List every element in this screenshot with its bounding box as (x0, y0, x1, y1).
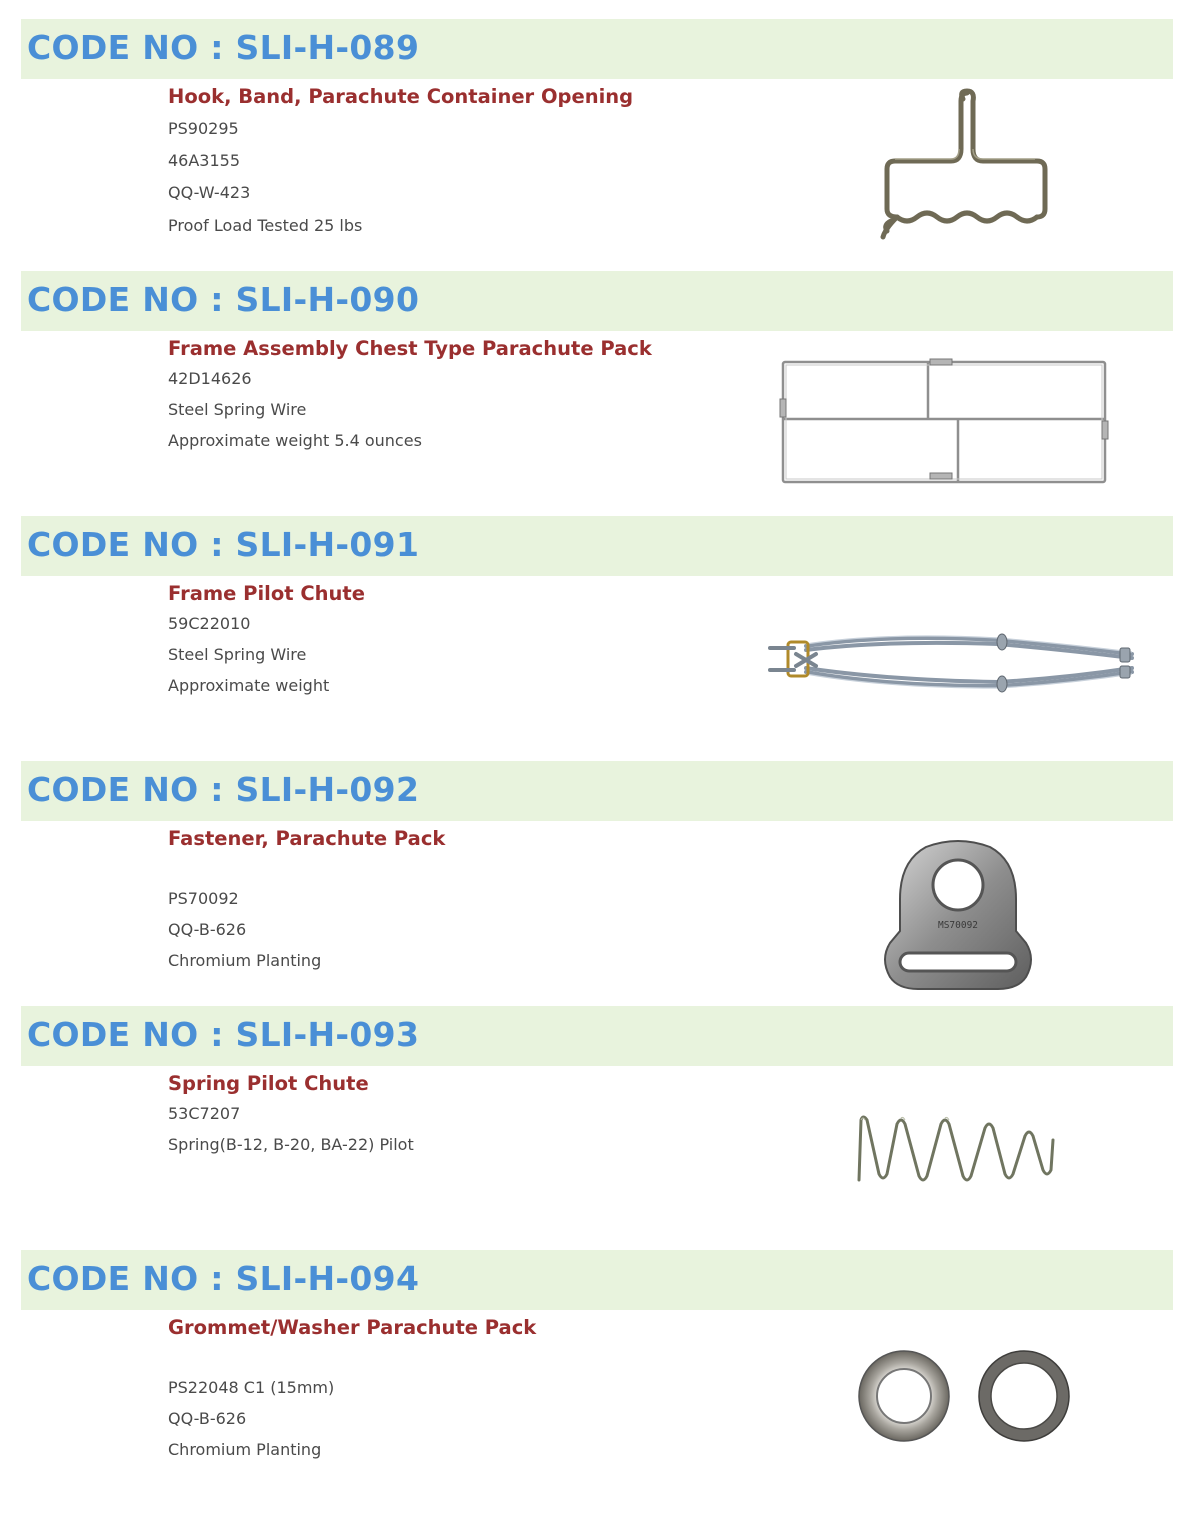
product-spec: Spring(B-12, B-20, BA-22) Pilot (168, 1135, 414, 1154)
product-spec: QQ-B-626 (168, 920, 247, 939)
code-number: CODE NO : SLI-H-089 (27, 28, 420, 67)
code-header-bar (21, 516, 1173, 576)
product-spec: 46A3155 (168, 151, 241, 170)
code-header-bar (21, 1250, 1173, 1310)
product-spec: Approximate weight (168, 676, 330, 695)
product-title: Frame Assembly Chest Type Parachute Pack (168, 337, 652, 360)
code-header-bar (21, 761, 1173, 821)
product-title: Fastener, Parachute Pack (168, 827, 446, 850)
product-title: Spring Pilot Chute (168, 1072, 369, 1095)
frame-pilot-chute-image (766, 628, 1138, 698)
product-title: Frame Pilot Chute (168, 582, 365, 605)
code-header-bar (21, 19, 1173, 79)
product-spec: 42D14626 (168, 369, 252, 388)
code-number: CODE NO : SLI-H-091 (27, 525, 420, 564)
fastener-image (878, 839, 1038, 991)
product-spec: PS70092 (168, 889, 239, 908)
product-spec: Steel Spring Wire (168, 645, 307, 664)
spring-image (855, 1110, 1059, 1186)
product-spec: Proof Load Tested 25 lbs (168, 216, 363, 235)
code-header-bar (21, 1006, 1173, 1066)
stamp-text: MS70092 (937, 920, 979, 931)
product-spec: Steel Spring Wire (168, 400, 307, 419)
product-spec: PS22048 C1 (15mm) (168, 1378, 335, 1397)
product-title: Hook, Band, Parachute Container Opening (168, 85, 634, 108)
grommet-washer-image (856, 1346, 1072, 1446)
product-spec: QQ-B-626 (168, 1409, 247, 1428)
code-number: CODE NO : SLI-H-090 (27, 280, 420, 319)
code-number: CODE NO : SLI-H-093 (27, 1015, 420, 1054)
hook-band-image (875, 89, 1055, 249)
code-number: CODE NO : SLI-H-094 (27, 1259, 420, 1298)
product-spec: Approximate weight 5.4 ounces (168, 431, 422, 450)
product-spec: 59C22010 (168, 614, 251, 633)
product-spec: Chromium Planting (168, 1440, 322, 1459)
code-number: CODE NO : SLI-H-092 (27, 770, 420, 809)
product-spec: QQ-W-423 (168, 183, 251, 202)
product-spec: 53C7207 (168, 1104, 241, 1123)
frame-assembly-image (780, 359, 1110, 485)
product-spec: Chromium Planting (168, 951, 322, 970)
product-spec: PS90295 (168, 119, 239, 138)
product-title: Grommet/Washer Parachute Pack (168, 1316, 537, 1339)
code-header-bar (21, 271, 1173, 331)
